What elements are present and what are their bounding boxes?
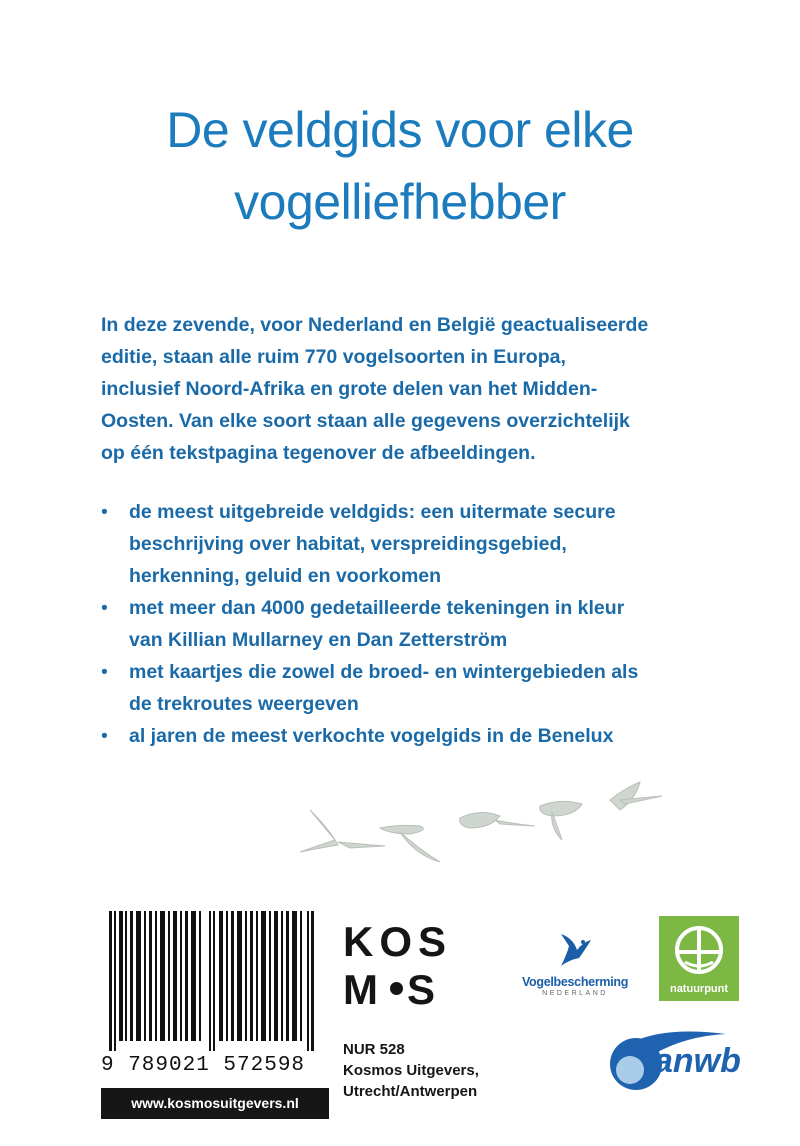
bird-icon [380, 825, 440, 862]
kosmos-logo-top: KOS [343, 918, 453, 965]
kosmos-letter: S [407, 966, 442, 1013]
feature-list [101, 496, 761, 752]
title-line-2: vogelliefhebber [234, 174, 566, 230]
natuurpunt-icon [659, 920, 739, 982]
feature-item [101, 720, 761, 752]
feature-item [101, 496, 761, 592]
feature-line: herkenning, geluid en voorkomen [129, 565, 442, 587]
intro-line: In deze zevende, voor Nederland en België geactualiseerde [101, 314, 649, 336]
vogelbescherming-logo [512, 928, 638, 997]
bird-icon [540, 801, 582, 840]
feature-line: met kaartjes die zowel de broed- en wintergebieden als [129, 661, 639, 683]
feature-line: de meest uitgebreide veldgids: een uitermate secure [129, 501, 616, 523]
intro-line: Oosten. Van elke soort staan alle gegevens overzichtelijk [101, 410, 630, 432]
isbn-number: 9 789021 572598 [101, 1054, 306, 1077]
feature-item [101, 592, 761, 656]
intro-paragraph [101, 309, 741, 469]
title-line-1: De veldgids voor elke [166, 102, 634, 158]
publisher-name: Kosmos Uitgevers, [343, 1062, 479, 1079]
nur-code: NUR 528 [343, 1041, 405, 1058]
natuurpunt-logo [659, 916, 739, 1001]
publisher-city: Utrecht/Antwerpen [343, 1083, 478, 1100]
bullet-icon: • [101, 725, 108, 747]
kosmos-dot-icon [390, 982, 403, 995]
feature-line: de trekroutes weergeven [129, 693, 359, 715]
cover-title [0, 94, 800, 238]
vogelbescherming-name: Vogelbescherming [521, 975, 629, 989]
intro-line: inclusief Noord-Afrika en grote delen van het Midden- [101, 378, 598, 400]
feature-line: met meer dan 4000 gedetailleerde tekeningen in kleur [129, 597, 625, 619]
feature-item [101, 656, 761, 720]
feature-line: beschrijving over habitat, verspreidingsgebied, [129, 533, 567, 555]
anwb-logo [606, 1024, 746, 1094]
bullet-icon: • [101, 501, 108, 523]
publisher-info [343, 1039, 479, 1102]
intro-line: editie, staan alle ruim 770 vogelsoorten in Europa, [101, 346, 566, 368]
bullet-icon: • [101, 661, 108, 683]
intro-line: op één tekstpagina tegenover de afbeeldingen. [101, 442, 536, 464]
bird-icon [300, 810, 385, 852]
bird-icon [460, 812, 535, 828]
publisher-website[interactable]: www.kosmosuitgevers.nl [101, 1088, 329, 1119]
bird-icon [610, 782, 662, 810]
kosmos-logo-bottom [343, 966, 453, 1014]
barcode-bars [101, 911, 329, 1051]
flying-spoonbills-illustration [290, 770, 670, 870]
bird-icon [555, 928, 595, 970]
feature-line: al jaren de meest verkochte vogelgids in de Benelux [129, 725, 614, 747]
natuurpunt-name: natuurpunt [669, 983, 729, 995]
bullet-icon: • [101, 597, 108, 619]
anwb-name: anwb [654, 1042, 741, 1080]
kosmos-letter: M [343, 966, 384, 1013]
feature-line: van Killian Mullarney en Dan Zetterström [129, 629, 508, 651]
vogelbescherming-sub: NEDERLAND [542, 990, 608, 997]
kosmos-logo [343, 918, 453, 1014]
